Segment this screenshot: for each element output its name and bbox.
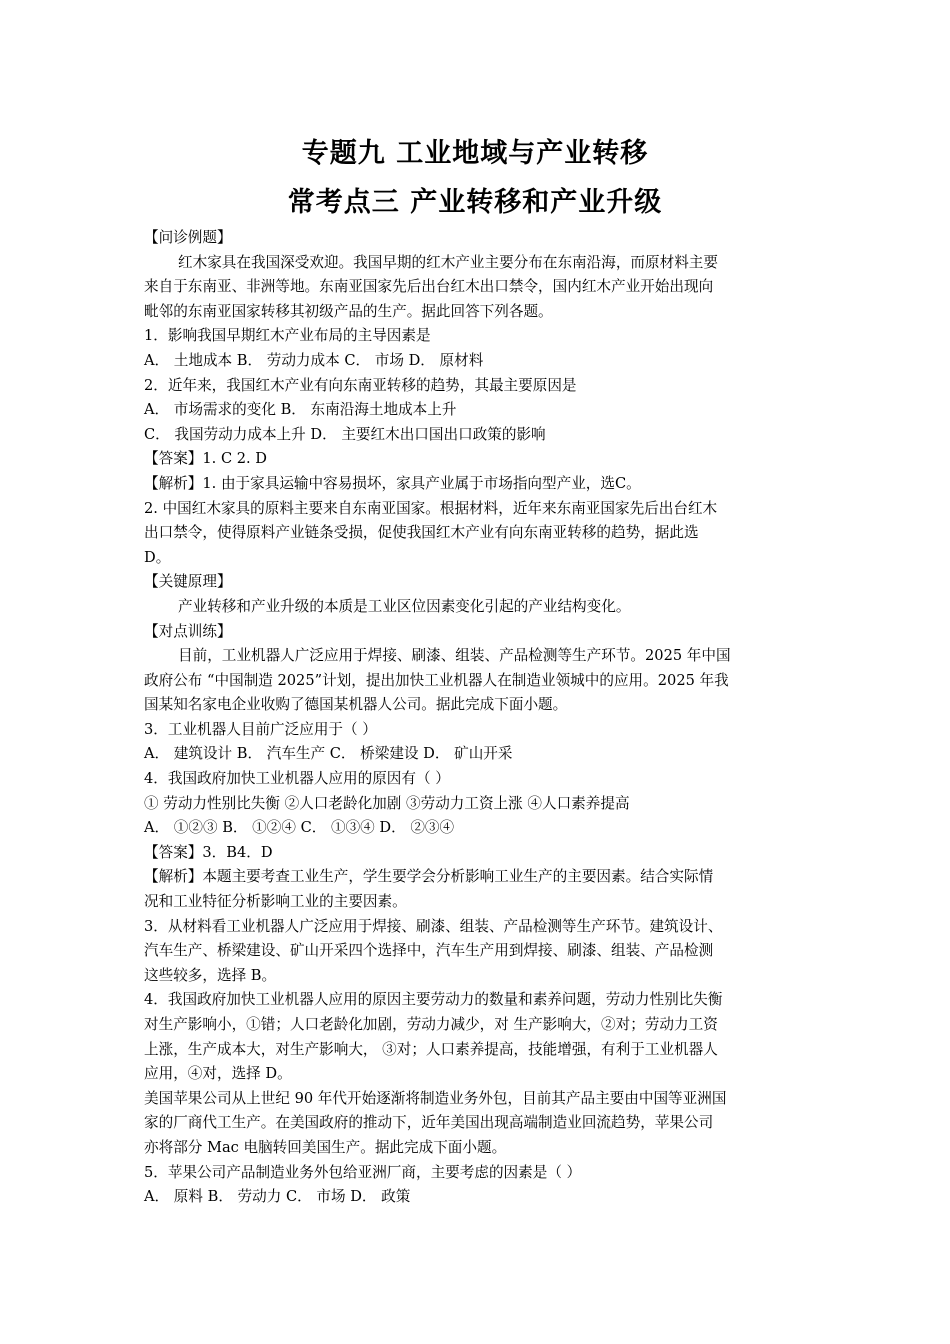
page-subtitle: 常考点三 产业转移和产业升级 (287, 187, 663, 218)
question-4-options: A． ①②③ B． ①②④ C． ①③④ D． ②③④ (144, 819, 455, 837)
question-4-statements: ① 劳动力性别比失衡 ②人口老龄化加剧 ③劳动力工资上涨 ④人口素养提高 (144, 794, 630, 812)
page-title: 专题九 工业地域与产业转移 (301, 138, 649, 169)
question-2: 2．近年来，我国红木产业有向东南亚转移的趋势，其最主要原因是 (144, 376, 577, 394)
analysis-line: 2. 中国红木家具的原料主要来自东南亚国家。根据材料，近年来东南亚国家先后出台红木 (144, 499, 718, 517)
paragraph-line: 家的厂商代工生产。在美国政府的推动下，近年美国出现高端制造业回流趋势，苹果公司 (144, 1114, 714, 1132)
analysis-line: 【解析】本题主要考查工业生产，学生要学会分析影响工业生产的主要因素。结合实际情 (144, 868, 714, 886)
paragraph-line: 美国苹果公司从上世纪 90 年代开始逐渐将制造业务外包，目前其产品主要由中国等亚洲国 (144, 1089, 727, 1107)
paragraph-line: 政府公布 “中国制造 2025”计划，提出加快工业机器人在制造业领城中的应用。2025 年我 (144, 671, 729, 689)
question-2-options-ab: A． 市场需求的变化 B． 东南沿海土地成本上升 (144, 401, 457, 419)
question-2-options-cd: C． 我国劳动力成本上升 D． 主要红木出口国出口政策的影响 (144, 425, 546, 443)
section-heading-example: 【问诊例题】 (144, 229, 232, 246)
question-3-options: A． 建筑设计 B． 汽车生产 C． 桥梁建设 D． 矿山开采 (144, 745, 513, 763)
paragraph-line: 毗邻的东南亚国家转移其初级产品的生产。据此回答下列各题。 (144, 302, 553, 320)
analysis-line: 3．从材料看工业机器人广泛应用于焊接、刷漆、组装、产品检测等生产环节。建筑设计、 (144, 917, 723, 935)
section-heading-training: 【对点训练】 (144, 622, 232, 640)
paragraph-line: 红木家具在我国深受欢迎。我国早期的红木产业主要分布在东南沿海，而原材料主要 (178, 253, 718, 271)
paragraph-line: 国某知名家电企业收购了德国某机器人公司。据此完成下面小题。 (144, 696, 568, 714)
analysis-line: 应用，④对，选择 D。 (144, 1065, 292, 1083)
analysis-line: D。 (144, 548, 171, 566)
question-5: 5．苹果公司产品制造业务外包给亚洲厂商，主要考虑的因素是（ ） (144, 1163, 582, 1181)
principle-text: 产业转移和产业升级的本质是工业区位因素变化引起的产业结构变化。 (178, 597, 631, 615)
question-5-options: A． 原料 B． 劳动力 C． 市场 D． 政策 (144, 1188, 411, 1206)
question-4: 4．我国政府加快工业机器人应用的原因有（ ） (144, 770, 450, 788)
answer-line: 【答案】3．B4．D (144, 843, 273, 861)
analysis-line: 对生产影响小，①错；人口老龄化加剧，劳动力减少，对 生产影响大，②对；劳动力工资 (144, 1016, 718, 1033)
answer-line: 【答案】1. C 2. D (144, 450, 268, 468)
analysis-line: 汽车生产、桥梁建设、矿山开采四个选择中，汽车生产用到焊接、刷漆、组装、产品检测 (144, 942, 714, 960)
analysis-line: 这些较多，选择 B。 (144, 966, 277, 984)
paragraph-line: 目前，工业机器人广泛应用于焊接、刷漆、组装、产品检测等生产环节。2025 年中国 (178, 647, 731, 665)
question-1: 1．影响我国早期红木产业布局的主导因素是 (144, 327, 431, 345)
paragraph-line: 来自于东南亚、非洲等地。东南亚国家先后出台红木出口禁令，国内红木产业开始出现向 (144, 278, 714, 296)
analysis-line: 4．我国政府加快工业机器人应用的原因主要劳动力的数量和素养问题，劳动力性别比失衡 (144, 991, 723, 1009)
question-1-options: A． 土地成本 B． 劳动力成本 C． 市场 D． 原材料 (144, 351, 484, 369)
section-heading-principle: 【关键原理】 (144, 573, 232, 591)
document-body (144, 226, 808, 1210)
analysis-line: 上涨，生产成本大，对生产影响大， ③对；人口素养提高，技能增强，有利于工业机器人 (144, 1040, 718, 1058)
question-3: 3．工业机器人目前广泛应用于（ ） (144, 720, 377, 738)
paragraph-line: 亦将部分 Mac 电脑转回美国生产。据此完成下面小题。 (144, 1138, 507, 1156)
analysis-line: 况和工业特征分析影响工业的主要因素。 (144, 893, 407, 911)
analysis-line: 出口禁令，使得原料产业链条受损，促使我国红木产业有向东南亚转移的趋势，据此选 (144, 524, 699, 542)
analysis-line: 【解析】1. 由于家具运输中容易损坏，家具产业属于市场指向型产业，选C。 (144, 474, 641, 492)
